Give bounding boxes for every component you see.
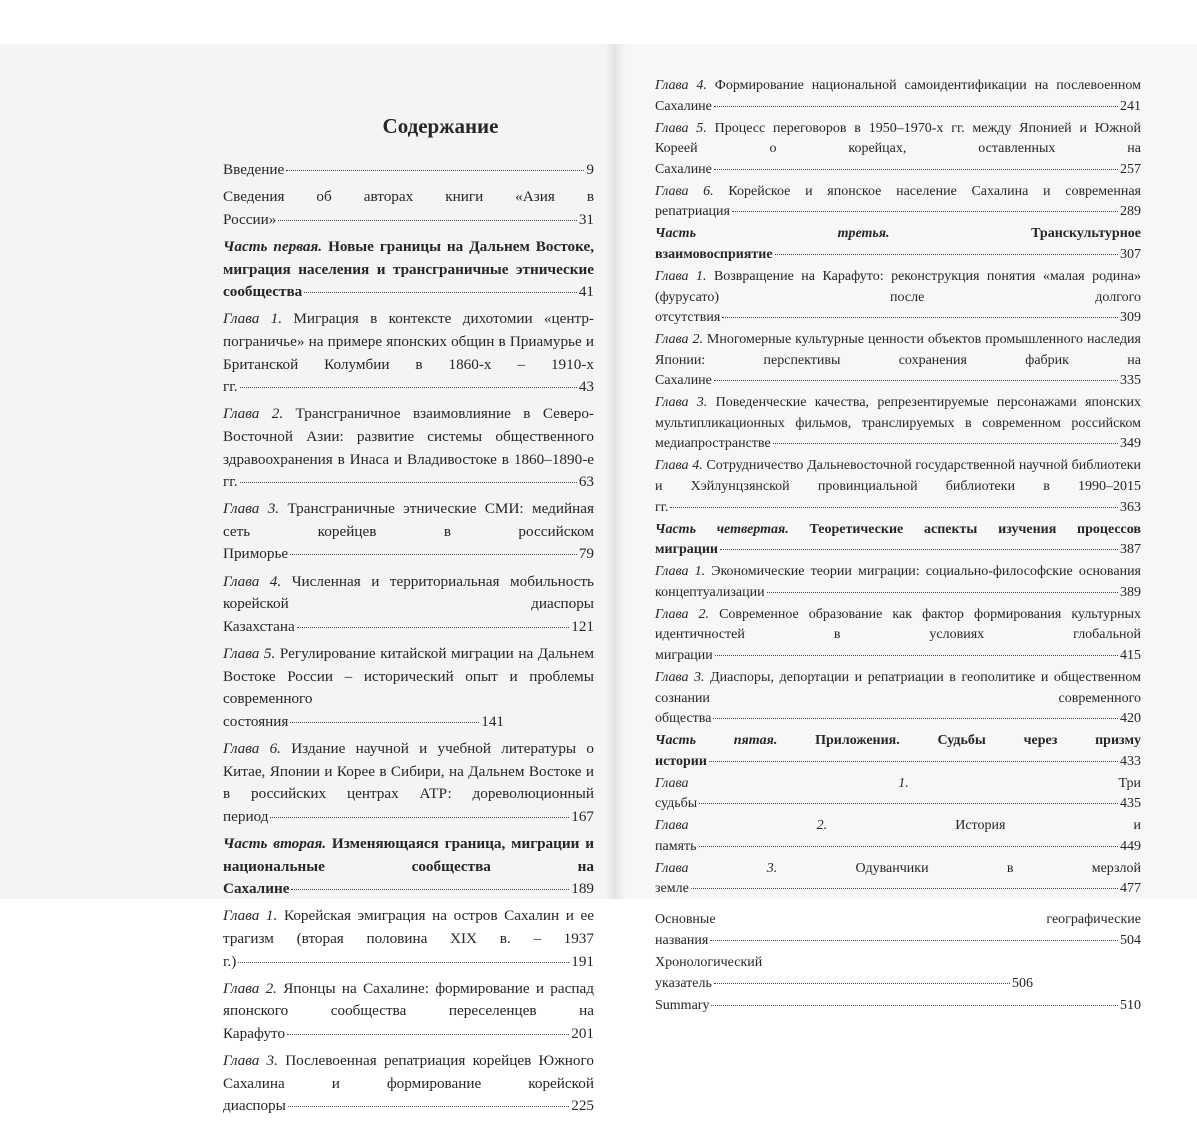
toc-right-column xyxy=(655,76,1141,1018)
toc-entry-part[interactable] xyxy=(655,731,1141,772)
toc-entry-title: Одуванчики в мерзлой xyxy=(855,860,1141,876)
toc-page-number: 191 xyxy=(571,952,594,970)
toc-entry-chapter[interactable] xyxy=(655,119,1141,181)
dot-leader xyxy=(720,549,1118,550)
toc-entry-title: Трансграничное взаимовлияние в Северо-Восточной Азии: развитие системы общественного здравоохранения в Инаса и Владивостоке в 1860–1890-е xyxy=(223,405,594,468)
dot-leader xyxy=(297,627,569,628)
toc-entry-title-end: память xyxy=(655,838,697,854)
toc-entry-title: Сведения об авторах книги «Азия в xyxy=(223,188,594,206)
toc-entry-label: Глава 5. xyxy=(223,645,280,663)
toc-entry-title-end: взаимовосприятие xyxy=(655,246,773,262)
toc-page-number: 79 xyxy=(578,545,594,563)
dot-leader xyxy=(714,380,1118,381)
dot-leader xyxy=(287,1034,569,1035)
toc-entry-title: Трансграничные этнические СМИ: медийная сеть корейцев в российском xyxy=(223,500,594,540)
dot-leader xyxy=(291,889,569,890)
toc-entry-title: Издание научной и учебной литературы о Китае, Японии и Корее в Сибири, на Дальнем Востоке и в российских центрах АТР: дореволюционный xyxy=(223,740,594,803)
toc-entry-chapter[interactable] xyxy=(655,330,1141,392)
dot-leader xyxy=(722,317,1118,318)
toc-entry-chapter[interactable] xyxy=(655,393,1141,455)
toc-entry-label: Глава 2. xyxy=(223,979,284,997)
toc-page-number: 449 xyxy=(1120,838,1141,854)
toc-entry-part[interactable] xyxy=(223,236,594,304)
toc-entry-title-end: Сахалине xyxy=(223,880,290,898)
toc-page-number: 433 xyxy=(1120,753,1141,769)
dot-leader xyxy=(290,722,479,723)
toc-entry-label: Глава 2. xyxy=(655,606,720,622)
dot-leader xyxy=(714,106,1118,107)
toc-page-number: 389 xyxy=(1120,584,1141,600)
toc-entry-title-end: миграции xyxy=(655,542,718,558)
toc-entry-chapter[interactable] xyxy=(223,403,594,493)
toc-entry-chapter[interactable] xyxy=(655,774,1141,815)
toc-page-number: 363 xyxy=(1120,499,1141,515)
toc-entry-chapter[interactable] xyxy=(655,605,1141,667)
toc-entry-title: Корейская эмиграция на остров Сахалин и ее трагизм (вторая половина XIX в. – 1937 xyxy=(223,907,594,947)
toc-entry-part[interactable] xyxy=(655,520,1141,561)
toc-page-number: 435 xyxy=(1120,796,1141,812)
dot-leader xyxy=(715,655,1118,656)
toc-entry-title: Приложения. Судьбы через призму xyxy=(815,733,1141,749)
toc-entry-title: Три xyxy=(1118,775,1141,791)
toc-entry-label: Часть первая. xyxy=(223,237,329,255)
toc-entry-plain[interactable] xyxy=(223,186,594,231)
toc-page-number: 201 xyxy=(571,1024,594,1042)
toc-entry-title: Диаспоры, депортации и репатриации в геополитике и общественном сознании современного xyxy=(655,669,1141,706)
toc-entry-title-end: истории xyxy=(655,753,707,769)
dot-leader xyxy=(709,761,1118,762)
toc-entry-title-end: репатриация xyxy=(655,204,730,220)
dot-leader xyxy=(691,888,1118,889)
toc-entry-title-end: Казахстана xyxy=(223,617,295,635)
toc-page-number: 9 xyxy=(586,161,594,178)
toc-page-number: 41 xyxy=(578,283,594,301)
toc-page-number: 121 xyxy=(571,617,594,635)
toc-entry-part[interactable] xyxy=(223,833,594,901)
toc-entry-chapter[interactable] xyxy=(223,1050,594,1118)
toc-entry-label: Часть вторая. xyxy=(223,834,332,852)
toc-entry-chapter[interactable] xyxy=(655,816,1141,857)
toc-entry-label: Глава 4. xyxy=(655,78,715,93)
toc-entry-title-end: гг. xyxy=(223,473,238,491)
toc-entry-title-end: концептуализации xyxy=(655,584,765,600)
toc-entry-chapter[interactable] xyxy=(655,562,1141,603)
toc-entry-title: Сотрудничество Дальневосточной государственной научной библиотеки и Хэйлунцзянской провинциальной библиотеки в 1990–2015 xyxy=(655,458,1141,495)
toc-entry-label: Глава 3. xyxy=(655,860,856,876)
toc-entry-title: История и xyxy=(955,818,1141,834)
toc-entry-label: Часть четвертая. xyxy=(655,521,810,537)
toc-entry-label: Глава 6. xyxy=(655,183,729,199)
toc-entry-title-end: земле xyxy=(655,881,689,897)
toc-entry-label: Глава 3. xyxy=(655,669,711,685)
toc-entry-chapter[interactable] xyxy=(223,738,594,828)
toc-page-number: 504 xyxy=(1120,933,1141,948)
toc-entry-plain[interactable] xyxy=(655,996,1141,1017)
toc-entry-chapter[interactable] xyxy=(655,182,1141,223)
toc-entry-title: Формирование национальной самоидентификации на послевоенном xyxy=(714,78,1141,93)
dot-leader xyxy=(286,170,584,171)
toc-entry-title-end: медиапространстве xyxy=(655,436,771,452)
dot-leader xyxy=(713,718,1118,719)
toc-entry-label: Глава 3. xyxy=(655,395,716,411)
toc-page-number: 477 xyxy=(1120,881,1141,897)
toc-page-number: 31 xyxy=(578,210,594,228)
toc-page-number: 420 xyxy=(1120,711,1141,727)
dot-leader xyxy=(288,1106,569,1107)
dot-leader xyxy=(304,292,577,293)
toc-entry-title: Численная и территориальная мобильность корейской диаспоры xyxy=(223,572,594,613)
toc-entry-title: Хронологический xyxy=(655,954,763,970)
toc-entry-title-end: Сахалине xyxy=(655,98,712,114)
toc-entry-chapter[interactable] xyxy=(655,456,1141,518)
toc-entry-chapter[interactable] xyxy=(655,859,1141,900)
toc-entry-label: Глава 2. xyxy=(655,818,956,834)
toc-left-column xyxy=(223,113,594,1122)
toc-entry-title: Современное образование как фактор формирования культурных идентичностей в условиях глобальной xyxy=(655,606,1141,643)
toc-entry-title-end: общества xyxy=(655,711,712,727)
toc-entry-label: Глава 1. xyxy=(223,907,284,925)
toc-entry-chapter[interactable] xyxy=(655,76,1141,117)
toc-entry-label: Глава 1. xyxy=(655,564,712,580)
dot-leader xyxy=(270,817,569,818)
toc-entry-label: Глава 5. xyxy=(655,120,715,136)
toc-entry-title: Основные географические xyxy=(655,912,1141,928)
toc-entry-title: Поведенческие качества, репрезентируемые персонажами японских мультипликационных фильмов, транслируемых в современном российском xyxy=(655,395,1142,431)
toc-entry-chapter[interactable] xyxy=(223,571,594,639)
toc-title: Содержание xyxy=(382,114,499,138)
dot-leader xyxy=(278,220,576,221)
toc-entry-title: Корейское и японское население Сахалина и современная xyxy=(728,183,1141,199)
toc-list-left xyxy=(223,159,594,1118)
toc-page-number: 307 xyxy=(1120,246,1141,262)
toc-entry-title: Изменяющаяся граница, миграции и национальные сообщества на xyxy=(223,834,594,875)
toc-page-number: 415 xyxy=(1120,647,1141,663)
toc-page-number: 241 xyxy=(1120,98,1141,114)
toc-page-number: 510 xyxy=(1120,997,1141,1013)
toc-page-number: 309 xyxy=(1120,310,1141,326)
dot-leader xyxy=(699,846,1118,847)
toc-entry-title: Послевоенная репатриация корейцев Южного Сахалина и формирование корейской xyxy=(223,1052,594,1092)
toc-list-right xyxy=(655,76,1141,1016)
toc-entry-chapter[interactable] xyxy=(223,308,594,398)
toc-entry-label: Глава 3. xyxy=(223,500,288,518)
dot-leader xyxy=(238,962,569,963)
toc-entry-title-end: состояния xyxy=(223,712,289,730)
toc-entry-label: Часть пятая. xyxy=(655,733,816,749)
book-spine xyxy=(606,44,626,899)
dot-leader xyxy=(240,387,577,388)
dot-leader xyxy=(767,592,1118,593)
toc-entry-label: Глава 2. xyxy=(223,405,296,423)
toc-entry-label: Часть третья. xyxy=(655,226,1032,242)
toc-entry-title-end: Карафуто xyxy=(223,1024,286,1042)
toc-entry-title-end: гг. xyxy=(223,378,238,396)
toc-entry-label: Глава 2. xyxy=(655,332,707,348)
toc-entry-chapter[interactable] xyxy=(223,978,594,1046)
toc-page-number: 257 xyxy=(1120,161,1141,177)
toc-entry-title-end: судьбы xyxy=(655,796,698,812)
toc-entry-title: Теоретические аспекты изучения процессов xyxy=(809,521,1141,537)
toc-page-number: 63 xyxy=(578,473,594,491)
toc-entry-title-end: сообщества xyxy=(223,283,303,301)
toc-entry-title-end: гг. xyxy=(655,499,669,515)
toc-entry-title: Процесс переговоров в 1950–1970-х гг. между Японией и Южной Кореей о корейцах, оставленных на xyxy=(655,120,1141,157)
toc-entry-title-end: названия xyxy=(655,933,709,948)
toc-entry-title-end: указатель xyxy=(655,975,712,991)
toc-page-number: 335 xyxy=(1120,373,1141,389)
toc-entry-label: Глава 1. xyxy=(655,268,714,284)
dot-leader xyxy=(240,482,577,483)
toc-page-number: 43 xyxy=(578,378,594,396)
toc-entry-label: Глава 1. xyxy=(223,310,294,328)
toc-page-number: 506 xyxy=(1012,975,1033,991)
dot-leader xyxy=(775,254,1118,255)
toc-entry-label: Глава 4. xyxy=(655,458,707,474)
toc-entry-title-end: Приморье xyxy=(223,545,289,563)
dot-leader xyxy=(714,983,1010,984)
toc-entry-chapter[interactable] xyxy=(223,905,594,973)
toc-entry-title-end: период xyxy=(223,807,269,825)
toc-entry-plain[interactable] xyxy=(655,910,1141,951)
toc-page-number: 387 xyxy=(1120,542,1141,558)
dot-leader xyxy=(732,211,1118,212)
toc-entry-title: Новые границы на Дальнем Востоке, миграция населения и трансграничные этнические xyxy=(223,237,594,278)
toc-page-number: 141 xyxy=(481,712,504,730)
toc-entry-title: Японцы на Сахалине: формирование и распад японского сообщества переселенцев на xyxy=(223,979,594,1020)
dot-leader xyxy=(773,443,1118,444)
toc-page-number: 189 xyxy=(571,880,594,898)
toc-entry-title-end: миграции xyxy=(655,647,713,663)
toc-page-number: 349 xyxy=(1120,436,1141,452)
toc-page-number: 225 xyxy=(571,1097,594,1115)
toc-entry-title: Экономические теории миграции: социально-философские основания xyxy=(711,564,1141,580)
dot-leader xyxy=(711,1005,1118,1006)
toc-entry-label: Глава 3. xyxy=(223,1052,286,1070)
toc-page-number: 289 xyxy=(1120,204,1141,220)
toc-entry-label: Глава 6. xyxy=(223,740,292,757)
toc-entry-title-end: г.) xyxy=(223,952,237,970)
dot-leader xyxy=(670,507,1118,508)
toc-entry-chapter[interactable] xyxy=(223,498,594,566)
toc-entry-title: Многомерные культурные ценности объектов промышленного наследия Японии: перспективы сохранения фабрик на xyxy=(655,332,1141,368)
toc-entry-chapter[interactable] xyxy=(223,643,594,733)
toc-entry-title-end: Сахалине xyxy=(655,161,712,177)
dot-leader xyxy=(290,554,577,555)
toc-entry-title-end: Summary xyxy=(655,997,710,1013)
toc-entry-part[interactable] xyxy=(655,224,1141,265)
toc-entry-plain[interactable] xyxy=(223,159,594,182)
toc-page-number: 167 xyxy=(571,807,594,825)
dot-leader xyxy=(714,169,1118,170)
toc-entry-title-end: Введение xyxy=(223,161,285,178)
toc-entry-title-end: диаспоры xyxy=(223,1097,286,1115)
toc-entry-chapter[interactable] xyxy=(655,668,1141,730)
toc-entry-title-end: Сахалине xyxy=(655,373,712,389)
toc-entry-chapter[interactable] xyxy=(655,267,1141,329)
dot-leader xyxy=(699,803,1118,804)
toc-entry-title-end: отсутствия xyxy=(655,310,721,326)
toc-section-gap xyxy=(655,901,1141,910)
toc-entry-label: Глава 4. xyxy=(223,572,292,590)
toc-entry-title: Регулирование китайской миграции на Дальнем Востоке России – исторический опыт и проблемы современного xyxy=(223,645,594,708)
toc-entry-label: Глава 1. xyxy=(655,775,1119,791)
toc-entry-title: Транскультурное xyxy=(1031,226,1141,242)
toc-entry-title: Миграция в контексте дихотомии «центр-пограничье» на примере японских общин в Приамурье и Британской Колумбии в 1860-х – 1910-х xyxy=(223,310,594,373)
toc-entry-plain[interactable] xyxy=(655,953,1141,994)
dot-leader xyxy=(710,940,1118,941)
toc-entry-title: Возвращение на Карафуто: реконструкция понятия «малая родина» (фурусато) после долгого xyxy=(655,268,1141,305)
toc-entry-title-end: России» xyxy=(223,210,277,228)
